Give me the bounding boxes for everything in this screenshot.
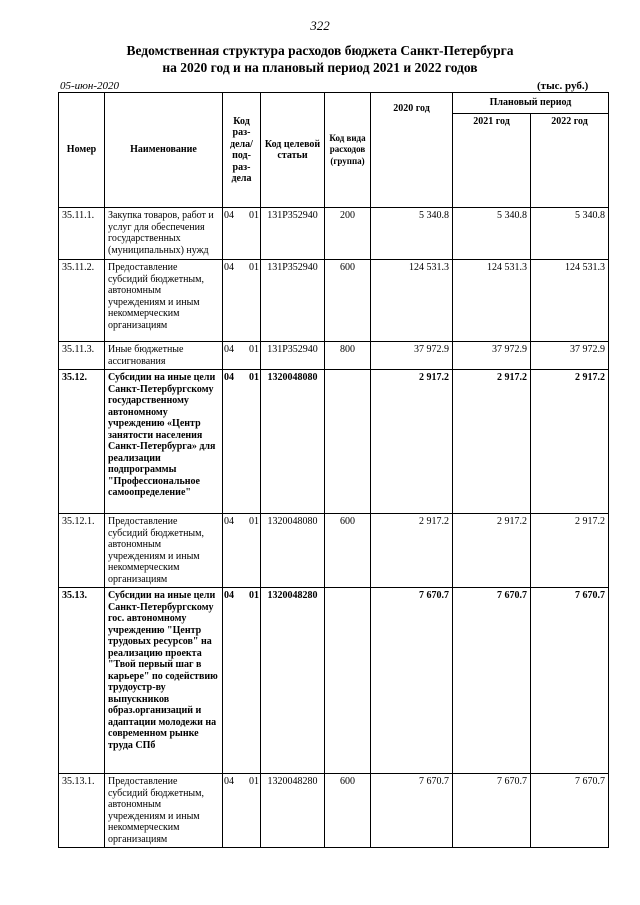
row-name: Закупка товаров, работ и услуг для обеспечения государственных (муниципальных) нужд — [105, 208, 223, 260]
row-expense-type — [325, 588, 371, 774]
row-expense-type: 600 — [325, 514, 371, 588]
page-number: 322 — [310, 18, 330, 33]
row-target-code: 131P352940 — [261, 208, 325, 260]
row-amount-2021: 7 670.7 — [453, 588, 531, 774]
row-amount-2021: 2 917.2 — [453, 514, 531, 588]
row-section-code — [223, 342, 261, 370]
row-target-code: 1320048280 — [261, 588, 325, 774]
header-year-2020: 2020 год — [371, 93, 453, 208]
row-target-code: 1320048080 — [261, 370, 325, 514]
row-amount-2020: 7 670.7 — [371, 588, 453, 774]
section-code: 04 — [224, 344, 234, 355]
section-code: 04 — [224, 372, 234, 383]
row-amount-2020: 5 340.8 — [371, 208, 453, 260]
header-number: Номер — [59, 93, 105, 208]
section-code: 04 — [224, 516, 234, 527]
header-planned-period: Плановый период — [453, 93, 609, 114]
row-expense-type — [325, 370, 371, 514]
header-section-code: Код раз-дела/ под-раз-дела — [223, 93, 261, 208]
subsection-code: 01 — [249, 590, 259, 601]
section-code: 04 — [224, 210, 234, 221]
row-amount-2020: 2 917.2 — [371, 514, 453, 588]
row-number: 35.12. — [59, 370, 105, 514]
subsection-code: 01 — [249, 344, 259, 355]
row-number: 35.13.1. — [59, 774, 105, 848]
table-row — [59, 370, 609, 514]
row-name: Предоставление субсидий бюджетным, автономным учреждениям и иным некоммерческим организациям — [105, 774, 223, 848]
row-amount-2022: 7 670.7 — [531, 774, 609, 848]
row-name: Предоставление субсидий бюджетным, автономным учреждениям и иным некоммерческим организациям — [105, 514, 223, 588]
row-section-code — [223, 774, 261, 848]
subsection-code: 01 — [249, 776, 259, 787]
table-row — [59, 260, 609, 342]
row-expense-type: 200 — [325, 208, 371, 260]
subsection-code: 01 — [249, 210, 259, 221]
row-amount-2022: 37 972.9 — [531, 342, 609, 370]
document-title — [0, 42, 640, 76]
document-date: 05-июн-2020 — [60, 80, 120, 92]
row-amount-2022: 124 531.3 — [531, 260, 609, 342]
row-amount-2022: 5 340.8 — [531, 208, 609, 260]
table-body — [59, 208, 609, 848]
title-line-2: на 2020 год и на плановый период 2021 и 2022 годов — [162, 60, 478, 75]
section-code: 04 — [224, 776, 234, 787]
row-amount-2022: 7 670.7 — [531, 588, 609, 774]
row-target-code: 1320048080 — [261, 514, 325, 588]
row-amount-2022: 2 917.2 — [531, 514, 609, 588]
row-number: 35.12.1. — [59, 514, 105, 588]
section-code: 04 — [224, 590, 234, 601]
subsection-code: 01 — [249, 516, 259, 527]
row-name: Предоставление субсидий бюджетным, автономным учреждениям и иным некоммерческим организациям — [105, 260, 223, 342]
row-expense-type: 600 — [325, 260, 371, 342]
row-name: Субсидии на иные цели Санкт-Петербургскому гос. автономному учреждению "Центр трудовых ресурсов" на реализацию проекта "Твой первый шаг в карьере" по содействию трудоустр-ву выпускников образ.организаций и адаптации молодежи на современном рынке труда СПб — [105, 588, 223, 774]
header-year-2022: 2022 год — [531, 113, 609, 207]
title-line-1: Ведомственная структура расходов бюджета Санкт-Петербурга — [126, 43, 514, 58]
row-number: 35.11.1. — [59, 208, 105, 260]
header-expense-type-code: Код вида расходов (группа) — [325, 93, 371, 208]
row-amount-2022: 2 917.2 — [531, 370, 609, 514]
row-target-code: 131P352940 — [261, 260, 325, 342]
header-year-2021: 2021 год — [453, 113, 531, 207]
row-amount-2021: 2 917.2 — [453, 370, 531, 514]
subsection-code: 01 — [249, 262, 259, 273]
table-header — [59, 93, 609, 208]
row-amount-2021: 7 670.7 — [453, 774, 531, 848]
row-amount-2020: 2 917.2 — [371, 370, 453, 514]
units-label: (тыс. руб.) — [537, 80, 589, 92]
section-code: 04 — [224, 262, 234, 273]
row-section-code — [223, 208, 261, 260]
table-row — [59, 588, 609, 774]
row-expense-type: 800 — [325, 342, 371, 370]
row-amount-2020: 7 670.7 — [371, 774, 453, 848]
row-number: 35.11.2. — [59, 260, 105, 342]
row-section-code — [223, 514, 261, 588]
row-amount-2021: 37 972.9 — [453, 342, 531, 370]
table-row — [59, 342, 609, 370]
table-row — [59, 208, 609, 260]
table-row — [59, 514, 609, 588]
header-target-code: Код целевой статьи — [261, 93, 325, 208]
budget-table — [58, 92, 609, 848]
row-target-code: 1320048280 — [261, 774, 325, 848]
row-name: Иные бюджетные ассигнования — [105, 342, 223, 370]
row-name: Субсидии на иные цели Санкт-Петербургскому государственному автономному учреждению «Центр занятости населения Санкт-Петербурга» для реализации подпрограммы "Профессиональное самоопределение" — [105, 370, 223, 514]
table-row — [59, 774, 609, 848]
header-name: Наименование — [105, 93, 223, 208]
row-amount-2020: 37 972.9 — [371, 342, 453, 370]
row-section-code — [223, 370, 261, 514]
row-target-code: 131P352940 — [261, 342, 325, 370]
row-amount-2021: 5 340.8 — [453, 208, 531, 260]
row-number: 35.11.3. — [59, 342, 105, 370]
subsection-code: 01 — [249, 372, 259, 383]
row-expense-type: 600 — [325, 774, 371, 848]
row-number: 35.13. — [59, 588, 105, 774]
row-section-code — [223, 260, 261, 342]
row-amount-2020: 124 531.3 — [371, 260, 453, 342]
row-section-code — [223, 588, 261, 774]
row-amount-2021: 124 531.3 — [453, 260, 531, 342]
